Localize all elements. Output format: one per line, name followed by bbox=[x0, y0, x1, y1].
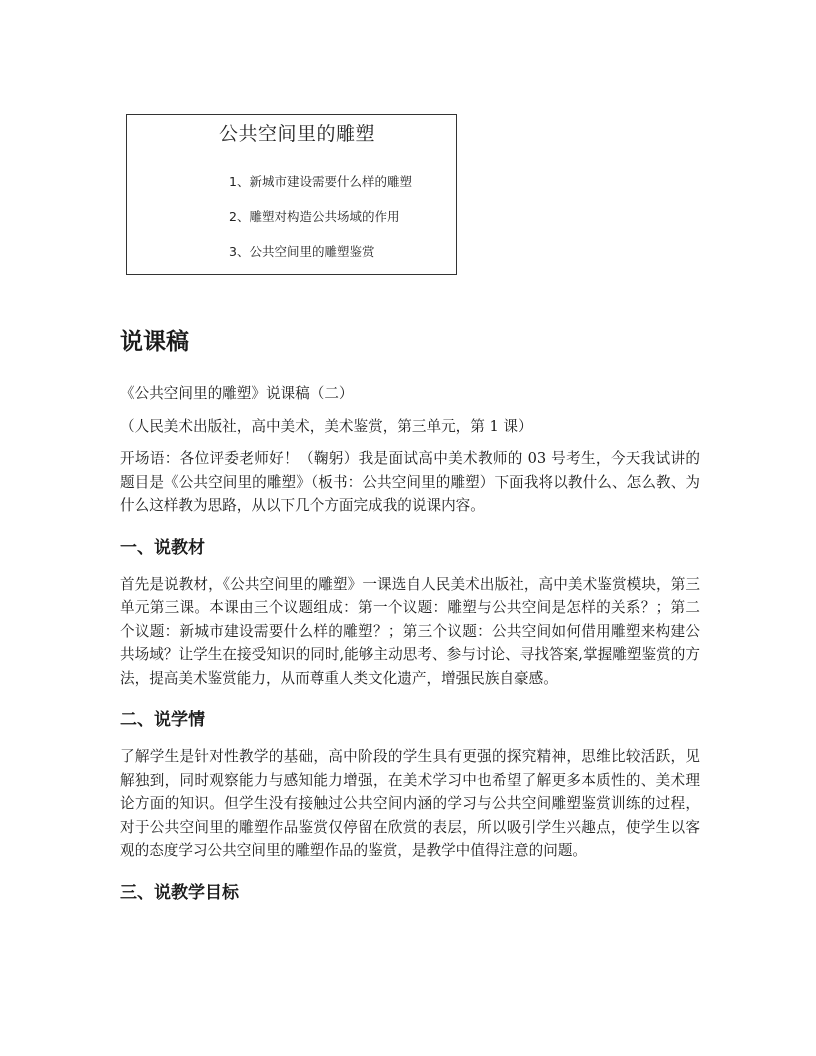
opening-paragraph: 开场语：各位评委老师好！（鞠躬）我是面试高中美术教师的 03 号考生，今天我试讲的题目是《公共空间里的雕塑》（板书：公共空间里的雕塑）下面我将以教什么、怎么教、为什么这样教为思路，从以下几个方面完成我的说课内容。 bbox=[120, 450, 700, 514]
section-heading-students: 二、说学情 bbox=[120, 710, 205, 730]
board-outline-item: 2、雕塑对构造公共场域的作用 bbox=[229, 209, 400, 224]
board-title: 公共空间里的雕塑 bbox=[219, 123, 376, 145]
board-outline-item: 1、新城市建设需要什么样的雕塑 bbox=[229, 174, 412, 189]
document-body bbox=[120, 322, 700, 918]
document-title: 说课稿 bbox=[120, 329, 189, 355]
blackboard-outline-box bbox=[126, 114, 457, 275]
section-heading-textbook: 一、说教材 bbox=[120, 537, 205, 558]
section-body-students: 了解学生是针对性教学的基础，高中阶段的学生具有更强的探究精神，思维比较活跃，见解独到，同时观察能力与感知能力增强，在美术学习中也希望了解更多本质性的、美术理论方面的知识。但学生没有接触过公共空间内涵的学习与公共空间雕塑鉴赏训练的过程，对于公共空间里的雕塑作品鉴赏仅停留在欣赏的表层，所以吸引学生兴趣点，使学生以客观的态度学习公共空间里的雕塑作品的鉴赏，是教学中值得注意的问题。 bbox=[120, 748, 700, 859]
document-subtitle: 《公共空间里的雕塑》说课稿（二） bbox=[120, 385, 354, 402]
section-body-textbook: 首先是说教材，《公共空间里的雕塑》一课选自人民美术出版社，高中美术鉴赏模块，第三单元第三课。本课由三个议题组成：第一个议题：雕塑与公共空间是怎样的关系？；第二个议题：新城市建设需要什么样的雕塑？；第三个议题：公共空间如何借用雕塑来构建公共场域？让学生在接受知识的同时,能够主动思考、参与讨论、寻找答案,掌握雕塑鉴赏的方法，提高美术鉴赏能力，从而尊重人类文化遗产，增强民族自豪感。 bbox=[120, 575, 700, 687]
board-outline-item: 3、公共空间里的雕塑鉴赏 bbox=[229, 244, 375, 259]
document-source: （人民美术出版社，高中美术，美术鉴赏，第三单元，第 1 课） bbox=[120, 417, 533, 435]
section-heading-objectives: 三、说教学目标 bbox=[120, 882, 239, 903]
